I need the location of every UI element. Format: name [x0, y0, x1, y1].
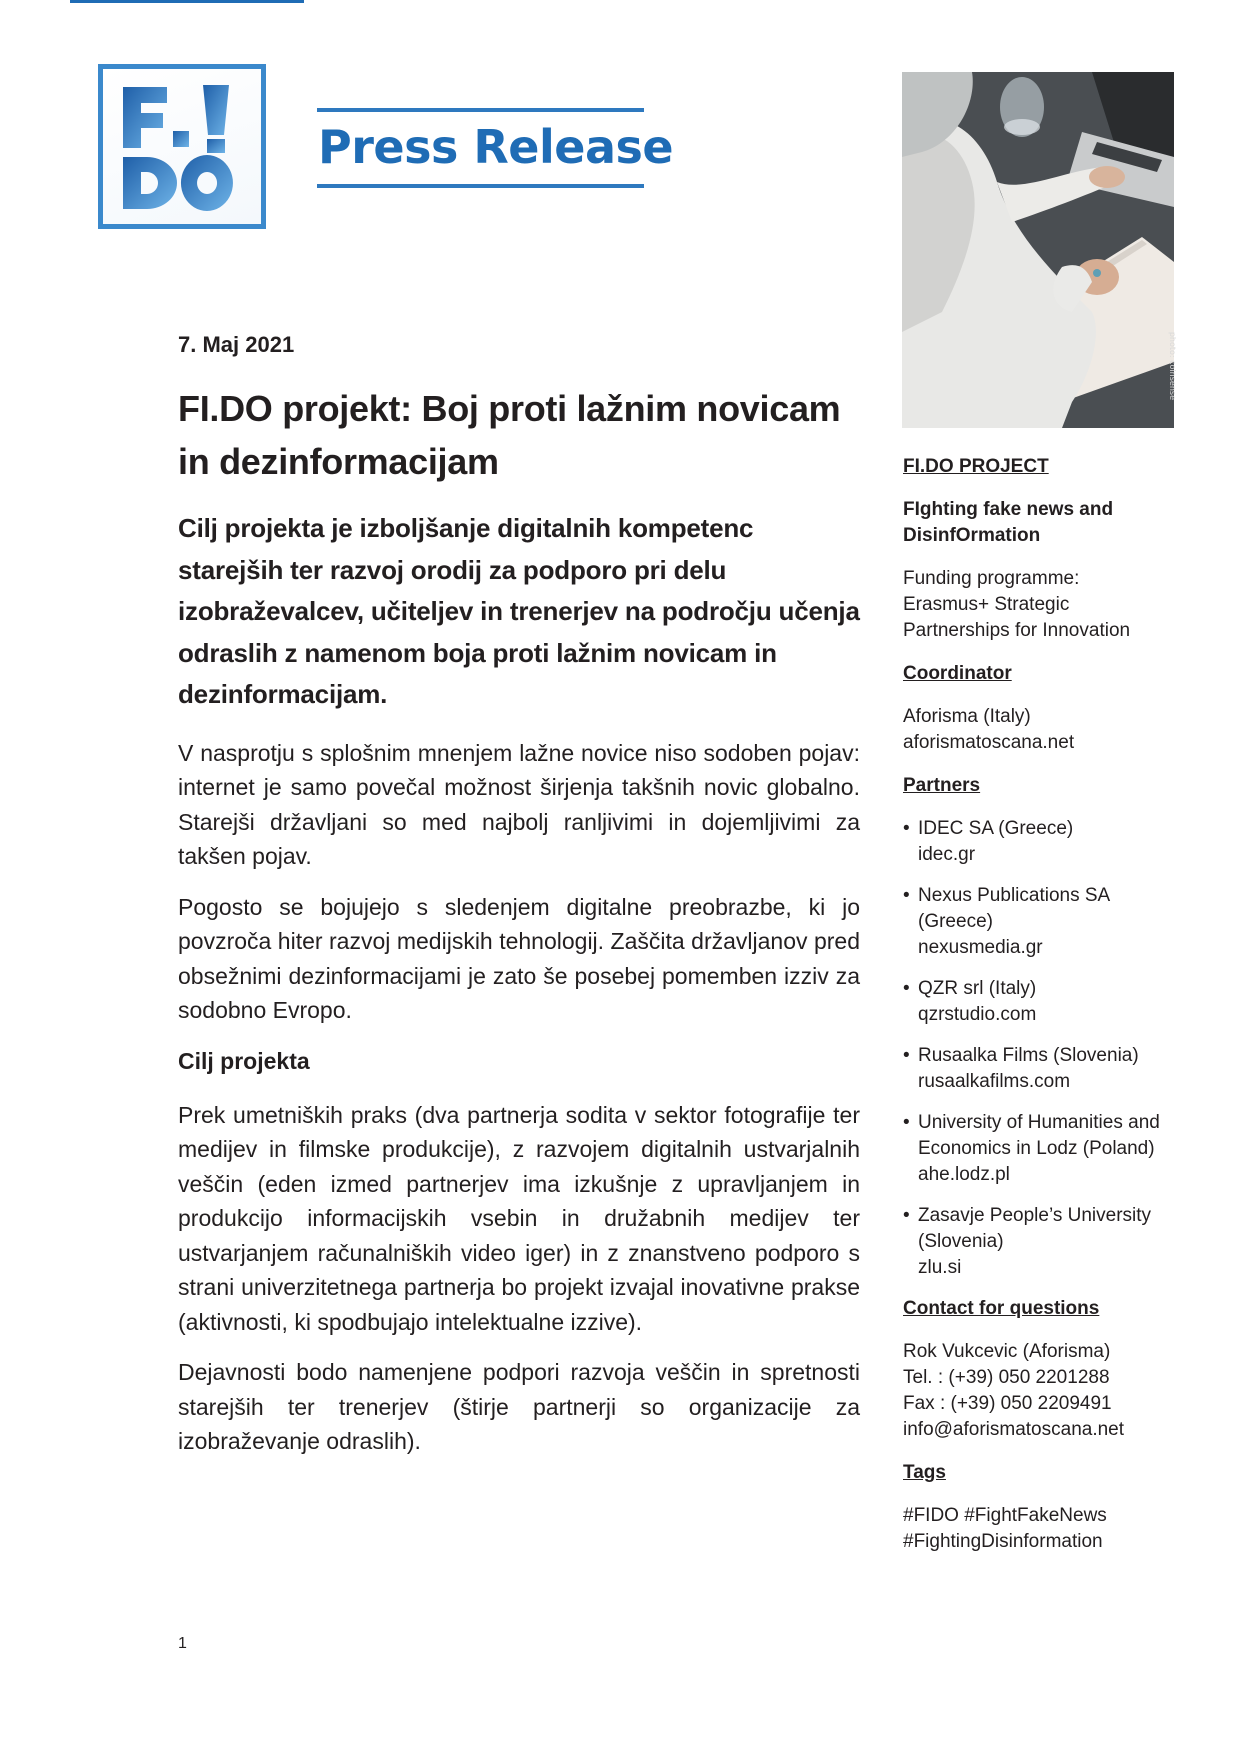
funding-line: Funding programme: [903, 568, 1080, 589]
headline: FI.DO projekt: Boj proti lažnim novicam in dezinformacijam [178, 388, 841, 482]
partner-website: idec.gr [918, 844, 976, 865]
partner-name: • Rusaalka Films (Slovenia) [918, 1045, 1139, 1066]
sidebar-heading-coordinator: Coordinator [903, 663, 1012, 684]
photo-credit: photo: coinsense [1168, 331, 1177, 400]
partner-website: rusaalkafilms.com [918, 1071, 1071, 1092]
sidebar-heading-contact: Contact for questions [903, 1298, 1100, 1319]
press-release-title: Press Release [318, 120, 674, 174]
partner-website: zlu.si [918, 1257, 962, 1278]
release-date: 7. Maj 2021 [178, 332, 295, 357]
coordinator-info [903, 704, 1183, 756]
partners-list [903, 816, 1183, 1281]
body-paragraph-2: Pogosto se bojujejo s sledenjem digitalne preobrazbe, ki jo povzroča hiter razvoj medijskih tehnologij. Zaščita državljanov pred obsežnimi dezinformacijami je zato še posebej pomemben izziv za sodobno Evropo. [178, 893, 860, 1023]
funding-line: Erasmus+ Strategic [903, 594, 1070, 615]
partner-item [903, 1203, 1183, 1281]
body-paragraph-4: Dejavnosti bodo namenjene podpori razvoja veščin in spretnosti starejših ter trenerjev (štirje partnerji so organizacije za izobraževanje odraslih). [178, 1359, 860, 1454]
section-heading-project-goal: Cilj projekta [178, 1047, 310, 1074]
funding-programme [903, 566, 1183, 644]
partner-item [903, 1110, 1183, 1188]
partner-item [903, 976, 1183, 1028]
sidebar-heading-project: FI.DO PROJECT [903, 456, 1049, 477]
sidebar-heading-tags: Tags [903, 1462, 946, 1483]
tags-line: #FightingDisinformation [903, 1531, 1103, 1552]
partner-item [903, 883, 1183, 961]
partner-name: • QZR srl (Italy) [918, 978, 1037, 999]
press-release-rule-top [317, 108, 644, 112]
partner-country: (Slovenia) [918, 1231, 1004, 1252]
contact-fax: Fax : (+39) 050 2209491 [903, 1393, 1112, 1414]
sidebar [903, 454, 1183, 1572]
main-column [178, 330, 860, 1475]
partner-website: nexusmedia.gr [918, 937, 1043, 958]
partner-name-cont: Economics in Lodz (Poland) [918, 1138, 1155, 1159]
contact-email: info@aforismatoscana.net [903, 1419, 1125, 1440]
partner-name: • University of Humanities and [918, 1112, 1160, 1133]
coordinator-website: aforismatoscana.net [903, 732, 1075, 753]
contact-phone: Tel. : (+39) 050 2201288 [903, 1367, 1110, 1388]
press-release-rule-bottom [317, 184, 644, 188]
project-name-line: FIghting fake news and [903, 499, 1114, 520]
partner-country: (Greece) [918, 911, 993, 932]
project-name-line: DisinfOrmation [903, 525, 1041, 546]
tags-line: #FIDO #FightFakeNews [903, 1505, 1107, 1526]
partner-item [903, 816, 1183, 868]
funding-line: Partnerships for Innovation [903, 620, 1131, 641]
partner-name: • Zasavje People’s University [918, 1205, 1152, 1226]
sidebar-heading-partners: Partners [903, 775, 981, 796]
page-number: 1 [178, 1635, 187, 1652]
contact-info [903, 1339, 1183, 1443]
body-paragraph-1: V nasprotju s splošnim mnenjem lažne novice niso sodoben pojav: internet je samo povečal možnost širjenja takšnih novic globalno. Starejši državljani so med najbolj ranljivimi in dojemljivimi za takšen pojav. [178, 739, 860, 869]
woman-at-laptop-photo [902, 72, 1177, 428]
partner-name: • IDEC SA (Greece) [918, 818, 1074, 839]
body-paragraph-3: Prek umetniških praks (dva partnerja sodita v sektor fotografije ter medijev in filmske produkcije), z razvojem digitalnih ustvarjalnih veščin (eden izmed partnerjev ima izkušnje z upravljanjem in produkcijo informacijskih vsebin in družabnih medijev ter ustvarjanjem računalniških video iger) in z znanstveno podporo s strani univerzitetnega partnerja bo projekt izvajal inovativne prakse (aktivnosti, ki spodbujajo intelektualne izzive). [178, 1101, 860, 1335]
partner-item [903, 1043, 1183, 1095]
partner-name: • Nexus Publications SA [918, 885, 1111, 906]
contact-name: Rok Vukcevic (Aforisma) [903, 1341, 1111, 1362]
partner-website: ahe.lodz.pl [918, 1164, 1010, 1185]
top-accent-bar [70, 0, 304, 3]
coordinator-name: Aforisma (Italy) [903, 706, 1031, 727]
project-full-name [903, 497, 1183, 549]
partner-website: qzrstudio.com [918, 1004, 1037, 1025]
lead-paragraph: Cilj projekta je izboljšanje digitalnih kompetenc starejših ter razvoj orodij za podporo pri delu izobraževalcev, učiteljev in trenerjev na področju učenja odraslih z namenom boja proti lažnim novicam in dezinformacijam. [178, 513, 860, 709]
fido-logo [98, 64, 266, 229]
tags [903, 1503, 1183, 1555]
